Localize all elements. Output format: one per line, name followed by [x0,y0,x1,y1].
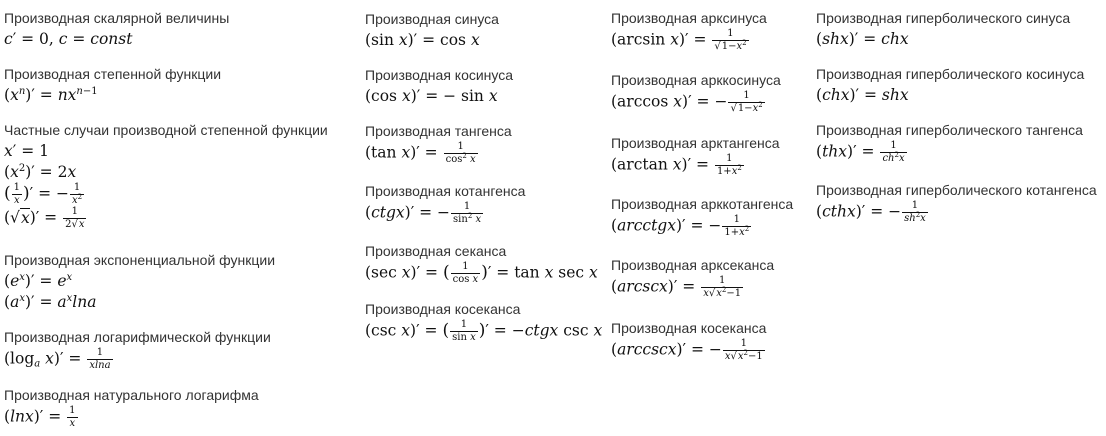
arcsec-label: Производная арксеканса [611,257,775,273]
power-block [4,66,221,105]
arcctg-block [611,196,793,238]
arctan-formula: (arctan x)′ = $\frac{1}{1+x^2}$ [611,153,742,177]
special-formula-2: $(x^2)' = 2x$ [4,163,77,181]
sin-label: Производная синуса [365,11,499,27]
exp-formula-2: $(a^x)' = a^x\ln a$ [4,293,97,311]
cth-label: Производная гиперболического котангенса [816,182,1097,198]
csc-formula: (csc x)′ = ( $\frac{1}{\text{sin x}}$ )′ = −ctgx csc x [365,319,603,343]
exp-formula-1: $(e^x)' = e^x$ [4,272,73,290]
sh-label: Производная гиперболического синуса [816,10,1071,26]
power-label: Производная степенной функции [4,66,222,82]
arccsc-formula: (arccscx)′ = − $\frac{1}{x√x^2-1}$ [611,338,763,362]
ch-block [816,66,1084,105]
log-block [4,329,271,371]
sh-block [816,10,1070,49]
arcsec-formula: (arcscx)′ = $\frac{1}{x√x^2-1}$ [611,275,742,299]
special-formula-3: ( $\frac{1}{x}$ )′ = − $\frac{1}{x^2}$ [4,182,83,206]
log-label: Производная логарифмической функции [4,329,271,345]
arcsin-block [611,10,767,52]
ch-formula: (chx)′ = shx [816,86,909,104]
csc-label: Производная косеканса [365,301,521,317]
arccos-label: Производная арккосинуса [611,72,781,88]
arcctg-label: Производная арккотангенса [611,196,794,212]
arccos-block [611,72,781,114]
special-formula-1: x′ = 1 [4,142,49,160]
tan-block [365,123,512,165]
scalar-block [4,10,229,49]
sec-block [365,243,598,285]
sin-formula: (sin x)′ = cos x [365,31,480,49]
ctg-block [365,183,525,225]
sec-formula: (sec x)′ = ( $\frac{1}{\text{cos x}}$ )′ = tan x sec x [365,261,598,285]
special-label: Частные случаи производной степенной функции [4,122,328,138]
tan-label: Производная тангенса [365,123,512,139]
arctan-label: Производная арктангенса [611,135,780,151]
cos-block [365,67,513,106]
sec-label: Производная секанса [365,243,507,259]
cos-formula: (cos x)′ = − sin x [365,87,498,105]
log-formula: ($\log_a$ x)′ = $\frac{1}{xlna}$ [4,347,111,371]
ln-formula: (lnx)′ = $\frac{1}{x}$ [4,405,76,429]
exp-block [4,252,275,312]
cth-block [816,182,1097,224]
arccsc-label: Производная косеканса [611,320,767,336]
exp-label: Производная экспоненциальной функции [4,252,276,268]
tan-formula: (tan x)′ = $\frac{1}{\cos^2 x}$ [365,141,476,165]
cos-label: Производная косинуса [365,67,514,83]
ctg-label: Производная котангенса [365,183,526,199]
th-block [816,122,1083,164]
arcsin-formula: (arcsin x)′ = $\frac{1}{√1-x^2}$ [611,28,747,52]
scalar-formula: c′ = 0, c = const [4,30,133,48]
special-formula-4: (√x)′ = $\frac{1}{2√x}$ [4,206,85,230]
ln-label: Производная натурального логарифма [4,387,259,403]
power-formula: $(x^n)' = nx^{n-1}$ [4,86,98,104]
arcsin-label: Производная арксинуса [611,10,767,26]
sh-formula: (shx)′ = chx [816,30,909,48]
csc-block [365,301,602,343]
arcsec-block [611,257,774,299]
arcctg-formula: (arcctgx)′ = − $\frac{1}{1+x^2}$ [611,214,750,238]
ch-label: Производная гиперболического косинуса [816,66,1085,82]
cth-formula: (cthx)′ = − $\frac{1}{sh^2x}$ [816,200,926,224]
special-block [4,122,328,230]
arctan-block [611,135,780,177]
ctg-formula: (ctgx)′ = − $\frac{1}{\sin^2 x}$ [365,201,482,225]
arccos-formula: (arccos x)′ = − $\frac{1}{√1-x^2}$ [611,90,763,114]
ln-block [4,387,259,429]
arccsc-block [611,320,766,362]
th-formula: (thx)′ = $\frac{1}{ch^2x}$ [816,140,905,164]
scalar-label: Производная скалярной величины [4,10,230,26]
th-label: Производная гиперболического тангенса [816,122,1083,138]
sin-block [365,11,499,50]
